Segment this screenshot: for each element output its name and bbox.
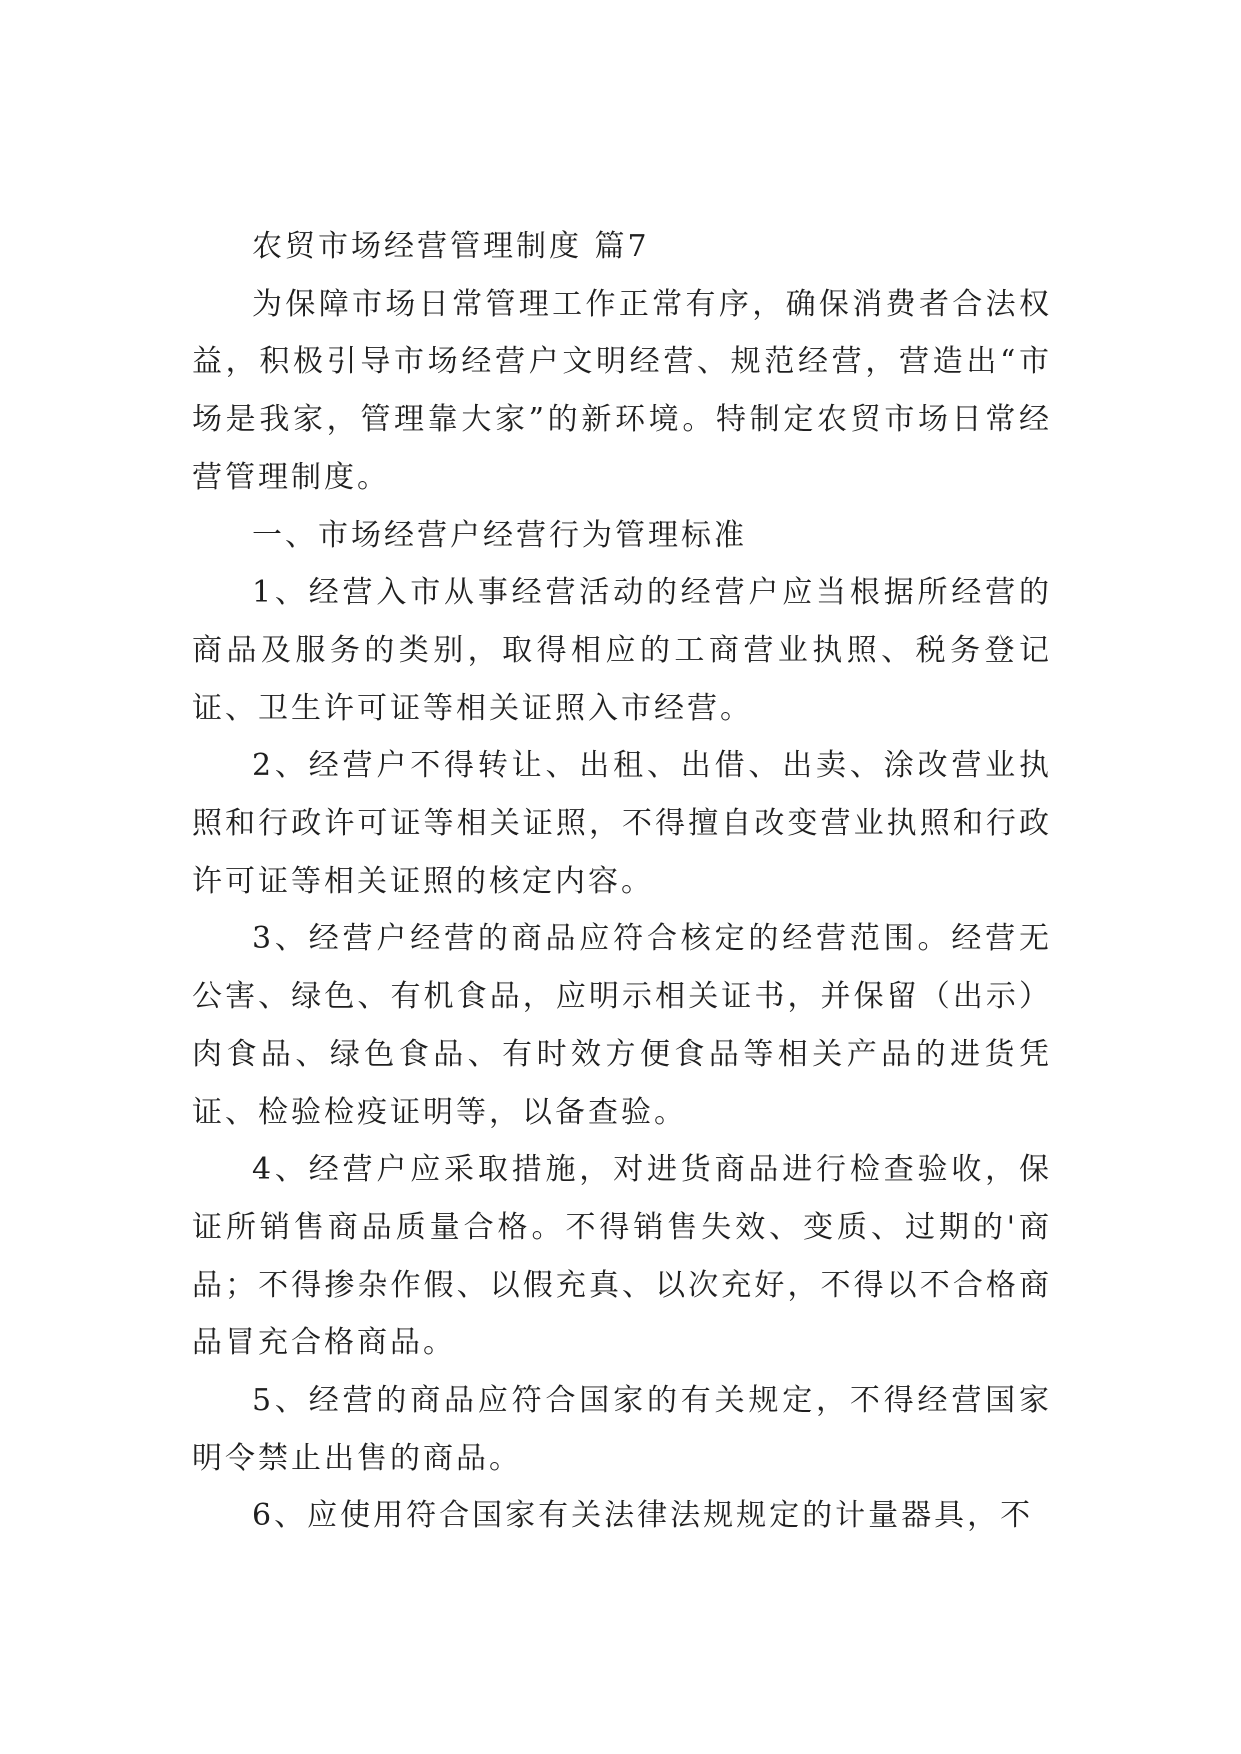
rule-paragraph-3: 3、经营户经营的商品应符合核定的经营范围。经营无公害、绿色、有机食品，应明示相关证书，并保留（出示）肉食品、绿色食品、有时效方便食品等相关产品的进货凭证、检验检疫证明等，以备查验。: [192, 921, 1052, 1130]
rule-paragraph-4: 4、经营户应采取措施，对进货商品进行检查验收，保证所销售商品质量合格。不得销售失效、变质、过期的'商品；不得掺杂作假、以假充真、以次充好，不得以不合格商品冒充合格商品。: [192, 1152, 1052, 1361]
section-heading: 一、市场经营户经营行为管理标准: [252, 517, 747, 553]
document-title: 农贸市场经营管理制度 篇7: [252, 229, 650, 264]
document-body: [192, 218, 1052, 1545]
intro-paragraph: 为保障市场日常管理工作正常有序，确保消费者合法权益，积极引导市场经营户文明经营、规范经营，营造出“市场是我家，管理靠大家”的新环境。特制定农贸市场日常经营管理制度。: [192, 286, 1052, 495]
rule-paragraph-2: 2、经营户不得转让、出租、出借、出卖、涂改营业执照和行政许可证等相关证照，不得擅自改变营业执照和行政许可证等相关证照的核定内容。: [192, 748, 1052, 899]
rule-paragraph-1: 1、经营入市从事经营活动的经营户应当根据所经营的商品及服务的类别，取得相应的工商营业执照、税务登记证、卫生许可证等相关证照入市经营。: [192, 575, 1052, 726]
rule-paragraph-6: 6、应使用符合国家有关法律法规规定的计量器具，不: [252, 1498, 1034, 1534]
rule-paragraph-5: 5、经营的商品应符合国家的有关规定，不得经营国家明令禁止出售的商品。: [192, 1383, 1052, 1476]
